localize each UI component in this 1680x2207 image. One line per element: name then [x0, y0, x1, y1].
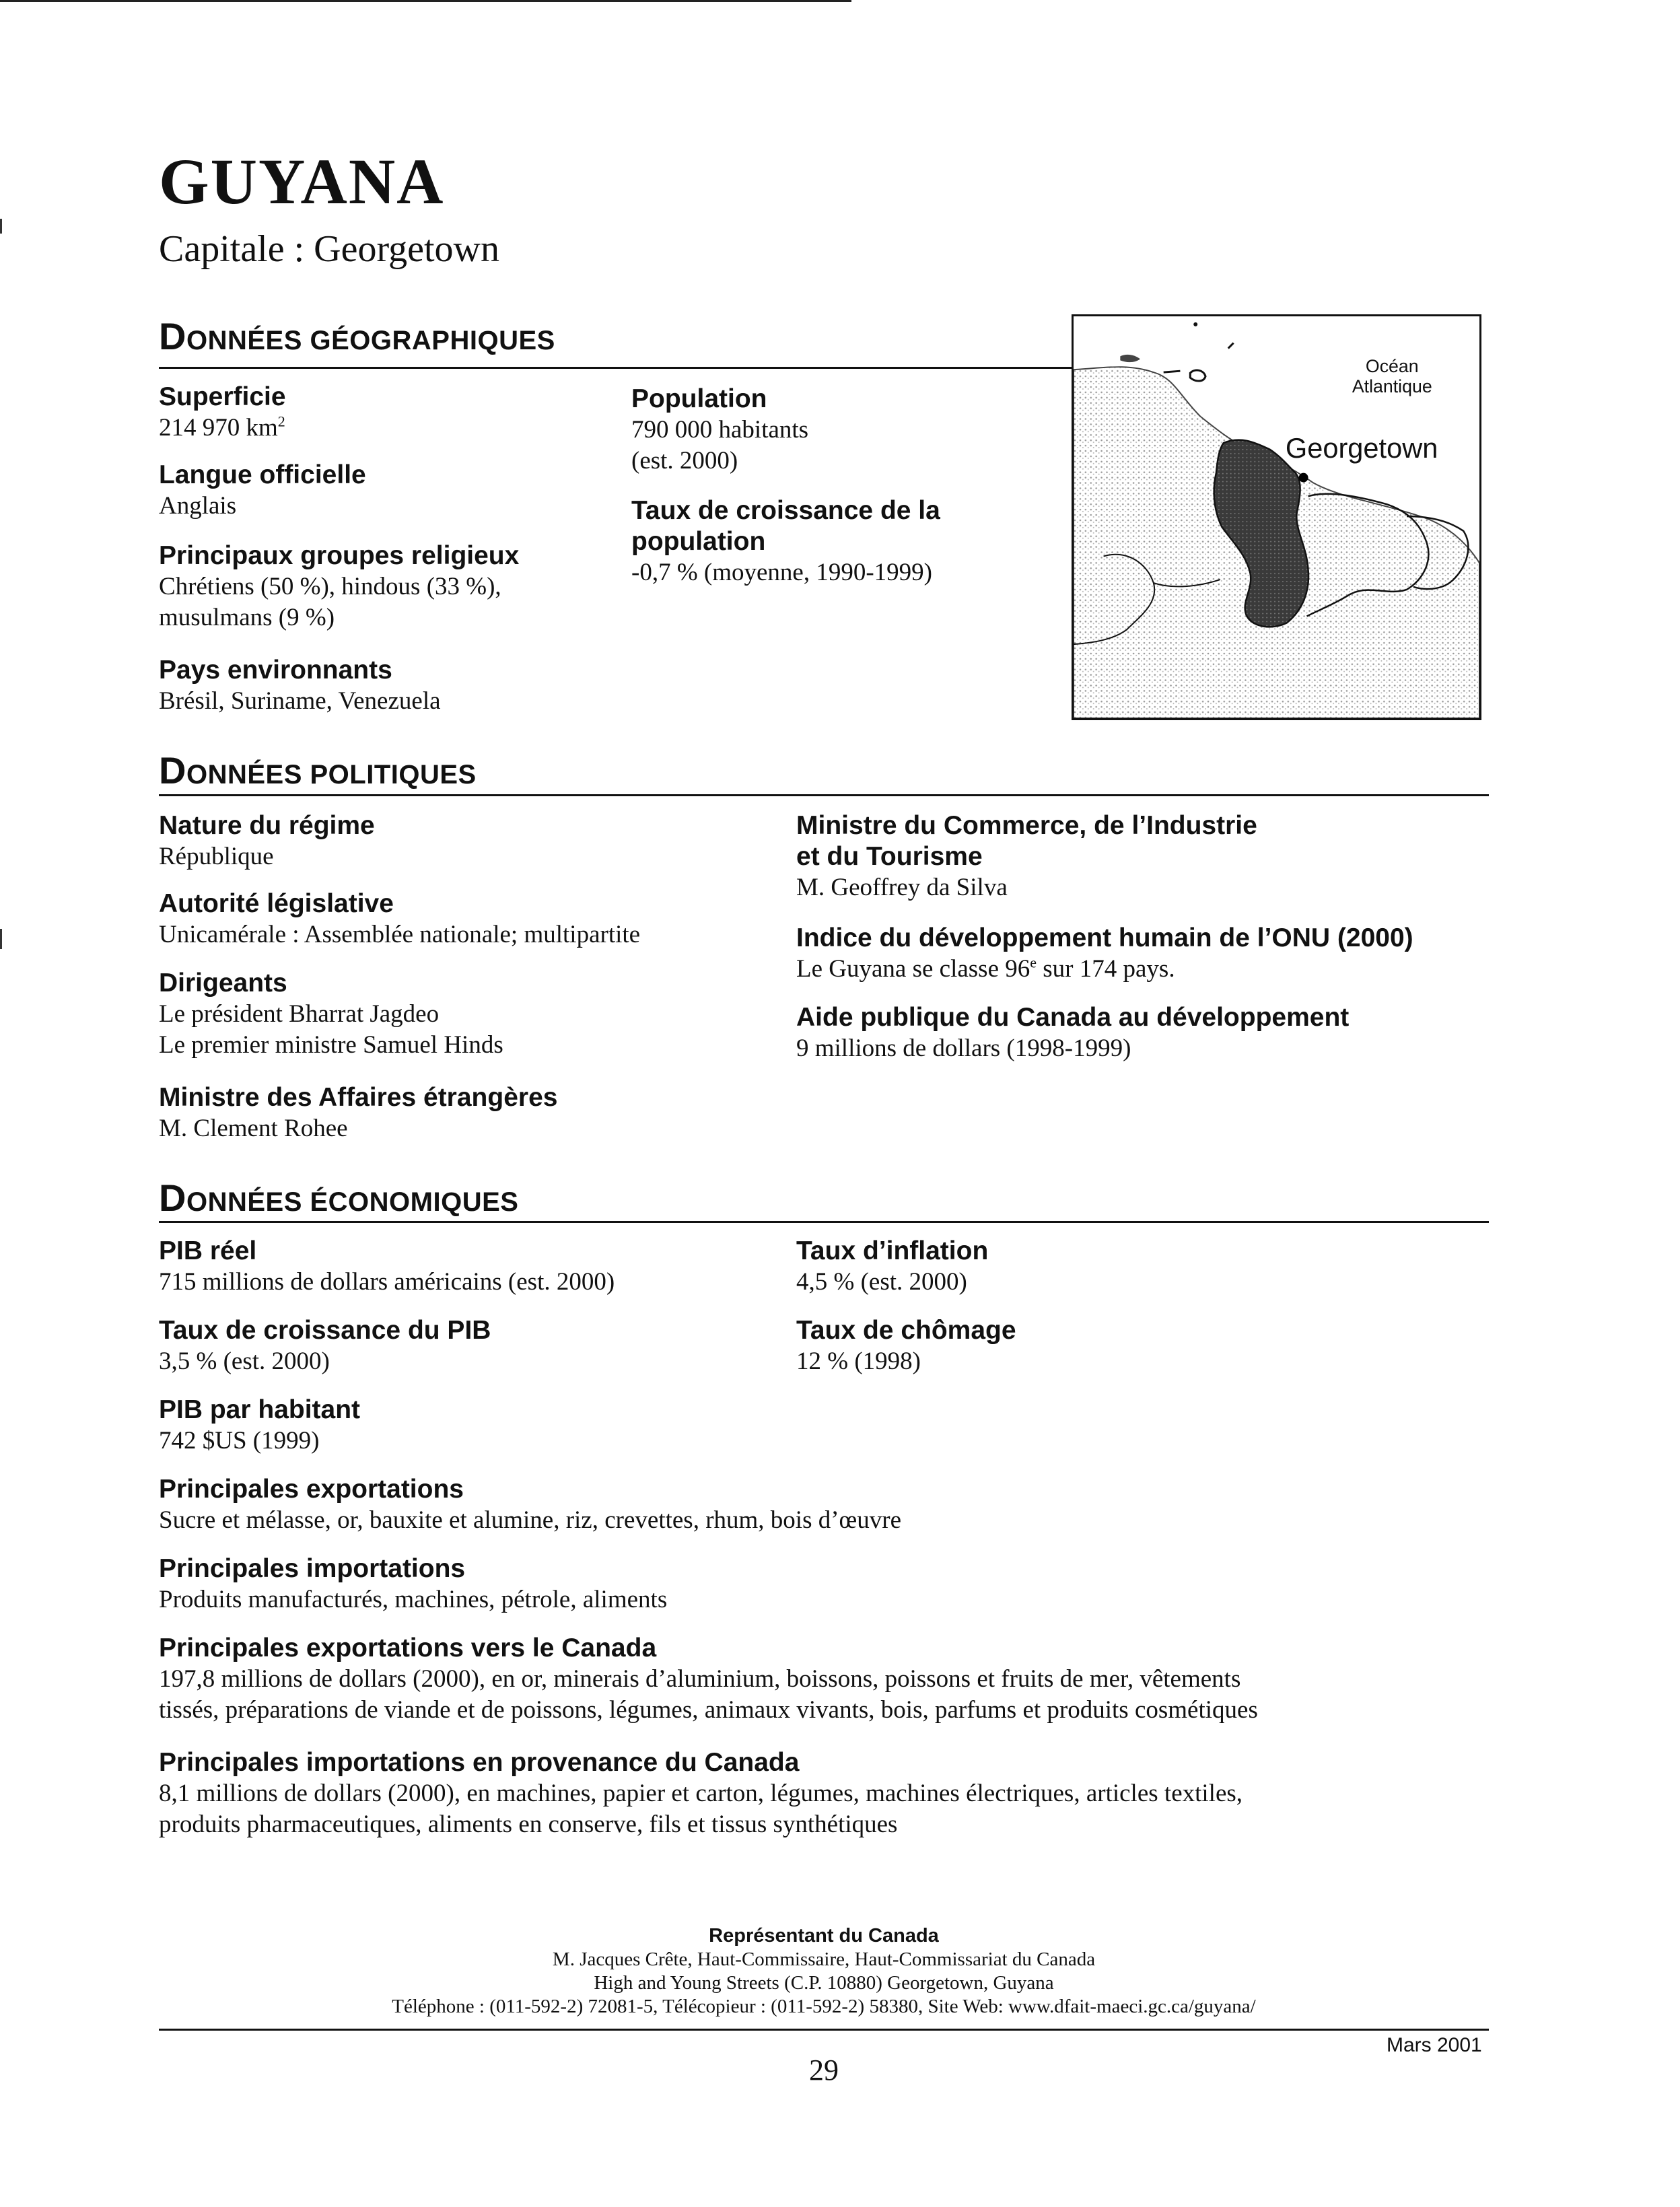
- legislature-label: Autorité législative: [159, 889, 394, 918]
- inflation-value: 4,5 % (est. 2000): [796, 1268, 967, 1296]
- hdi-label: Indice du développement humain de l’ONU (2000): [796, 923, 1413, 952]
- field-gdp-per-capita: [159, 1395, 360, 1457]
- field-exports-canada: [159, 1633, 1258, 1726]
- leaders-value-1: Le président Bharrat Jagdeo: [159, 1000, 440, 1028]
- field-religion: [159, 540, 519, 633]
- ocean-label-2: Atlantique: [1352, 376, 1432, 396]
- field-aid: [796, 1002, 1349, 1064]
- neighbors-label: Pays environnants: [159, 656, 392, 685]
- field-exports: [159, 1474, 901, 1536]
- margin-mark: [0, 219, 2, 234]
- island: [1228, 343, 1234, 349]
- regime-label: Nature du régime: [159, 811, 375, 840]
- language-label: Langue officielle: [159, 460, 366, 489]
- field-gdp: [159, 1236, 615, 1298]
- field-commerce-minister: [796, 810, 1257, 903]
- leaders-value-2: Le premier ministre Samuel Hinds: [159, 1031, 503, 1059]
- section-title-geo: [159, 315, 555, 357]
- country-title: GUYANA: [159, 145, 445, 217]
- exports-value: Sucre et mélasse, or, bauxite et alumine, riz, crevettes, rhum, bois d’œuvre: [159, 1506, 902, 1534]
- growth-value: -0,7 % (moyenne, 1990-1999): [631, 559, 932, 586]
- rep-label: Représentant du Canada: [709, 1925, 939, 1947]
- map-graphic: [1074, 316, 1479, 718]
- section-title-economy: [159, 1179, 518, 1217]
- gdp-growth-value: 3,5 % (est. 2000): [159, 1347, 330, 1375]
- island: [1190, 370, 1205, 381]
- aid-value: 9 millions de dollars (1998-1999): [796, 1035, 1131, 1062]
- field-gdp-growth: [159, 1315, 491, 1377]
- leaders-label: Dirigeants: [159, 969, 287, 997]
- section-title-rest: ONNÉES GÉOGRAPHIQUES: [186, 326, 555, 355]
- capital-subtitle: Capitale : Georgetown: [159, 228, 499, 270]
- section-title-cap: D: [159, 749, 186, 792]
- exports-label: Principales exportations: [159, 1475, 464, 1504]
- language-value: Anglais: [159, 492, 237, 520]
- commerce-value: M. Geoffrey da Silva: [796, 874, 1008, 901]
- regime-value: République: [159, 843, 274, 870]
- unemployment-label: Taux de chômage: [796, 1316, 1016, 1345]
- island: [1164, 371, 1181, 372]
- growth-label-1: Taux de croissance de la: [631, 496, 940, 525]
- footer-representative: [159, 1925, 1489, 2018]
- field-neighbors: [159, 655, 441, 717]
- hdi-value-post: sur 174 pays.: [1037, 955, 1175, 983]
- gdp-label: PIB réel: [159, 1236, 257, 1265]
- ocean-label-1: Océan: [1365, 356, 1419, 377]
- section-rule-politics: [159, 794, 1489, 796]
- city-label: Georgetown: [1285, 431, 1438, 464]
- field-imports: [159, 1553, 667, 1615]
- field-leaders: [159, 968, 503, 1061]
- field-pop-growth: [631, 495, 940, 588]
- field-inflation: [796, 1236, 988, 1298]
- religion-value-2: musulmans (9 %): [159, 604, 335, 631]
- footer-rule: [159, 2029, 1489, 2031]
- gdp-pc-label: PIB par habitant: [159, 1395, 361, 1424]
- exports-canada-label: Principales exportations vers le Canada: [159, 1634, 657, 1662]
- foreign-label: Ministre des Affaires étrangères: [159, 1083, 558, 1112]
- area-value: [159, 413, 286, 444]
- field-language: [159, 460, 366, 522]
- island: [1193, 322, 1197, 326]
- population-label: Population: [631, 384, 767, 413]
- field-area: [159, 382, 286, 444]
- field-population: [631, 384, 808, 477]
- commerce-label-2: et du Tourisme: [796, 842, 983, 871]
- field-foreign-minister: [159, 1082, 557, 1144]
- imports-value: Produits manufacturés, machines, pétrole, aliments: [159, 1586, 668, 1613]
- hdi-value-pre: Le Guyana se classe 96: [796, 955, 1030, 983]
- legislature-value: Unicamérale : Assemblée nationale; multipartite: [159, 921, 641, 948]
- growth-label-2: population: [631, 527, 766, 556]
- field-imports-canada: [159, 1747, 1242, 1840]
- section-title-politics: [159, 749, 477, 792]
- religion-value-1: Chrétiens (50 %), hindous (33 %),: [159, 573, 501, 600]
- hdi-value-sup: e: [1030, 954, 1037, 971]
- neighbors-value: Brésil, Suriname, Venezuela: [159, 687, 441, 715]
- rep-line-1: M. Jacques Crête, Haut-Commissaire, Haut-Commissariat du Canada: [552, 1949, 1096, 1970]
- aid-label: Aide publique du Canada au développement: [796, 1003, 1350, 1032]
- hdi-value: [796, 954, 1413, 985]
- page-number: 29: [809, 2054, 839, 2087]
- exports-canada-value-1: 197,8 millions de dollars (2000), en or, minerais d’aluminium, boissons, poissons et fruits de mer, vêtements: [159, 1665, 1241, 1693]
- rep-line-3: Téléphone : (011-592-2) 72081-5, Télécopieur : (011-592-2) 58380, Site Web: www.dfait-maeci.gc.ca/guyana/: [392, 1996, 1256, 2017]
- gdp-growth-label: Taux de croissance du PIB: [159, 1316, 491, 1345]
- population-value-1: 790 000 habitants: [631, 416, 809, 444]
- section-title-cap: D: [159, 1177, 186, 1219]
- foreign-value: M. Clement Rohee: [159, 1115, 348, 1142]
- section-rule-geo: [159, 367, 1074, 369]
- top-rule: [0, 0, 851, 2]
- unemployment-value: 12 % (1998): [796, 1347, 921, 1375]
- island: [1120, 355, 1140, 362]
- imports-canada-value-2: produits pharmaceutiques, aliments en conserve, fils et tissus synthétiques: [159, 1811, 898, 1838]
- field-regime: [159, 810, 375, 872]
- commerce-label-1: Ministre du Commerce, de l’Industrie: [796, 811, 1257, 840]
- margin-mark: [0, 929, 2, 949]
- gdp-value: 715 millions de dollars américains (est. 2000): [159, 1268, 615, 1296]
- area-number: 214 970 km: [159, 414, 278, 442]
- imports-canada-value-1: 8,1 millions de dollars (2000), en machines, papier et carton, légumes, machines électriques, articles textiles,: [159, 1780, 1243, 1807]
- section-title-rest: ONNÉES ÉCONOMIQUES: [186, 1187, 519, 1217]
- field-legislature: [159, 888, 640, 950]
- field-unemployment: [796, 1315, 1016, 1377]
- capital-marker: [1299, 473, 1308, 483]
- location-map: [1072, 314, 1481, 720]
- area-label: Superficie: [159, 382, 286, 411]
- footer-date: Mars 2001: [1387, 2034, 1482, 2056]
- exports-canada-value-2: tissés, préparations de viande et de poissons, légumes, animaux vivants, bois, parfums et produits cosmétiques: [159, 1696, 1258, 1724]
- field-hdi: [796, 923, 1413, 985]
- gdp-pc-value: 742 $US (1999): [159, 1427, 320, 1455]
- section-title-cap: D: [159, 315, 186, 357]
- population-value-2: (est. 2000): [631, 447, 738, 475]
- area-unit-sup: 2: [277, 413, 285, 430]
- inflation-label: Taux d’inflation: [796, 1236, 989, 1265]
- section-rule-economy: [159, 1221, 1489, 1223]
- imports-label: Principales importations: [159, 1554, 466, 1583]
- section-title-rest: ONNÉES POLITIQUES: [186, 760, 477, 790]
- imports-canada-label: Principales importations en provenance du Canada: [159, 1748, 800, 1777]
- rep-line-2: High and Young Streets (C.P. 10880) Georgetown, Guyana: [594, 1972, 1054, 1994]
- religion-label: Principaux groupes religieux: [159, 541, 520, 570]
